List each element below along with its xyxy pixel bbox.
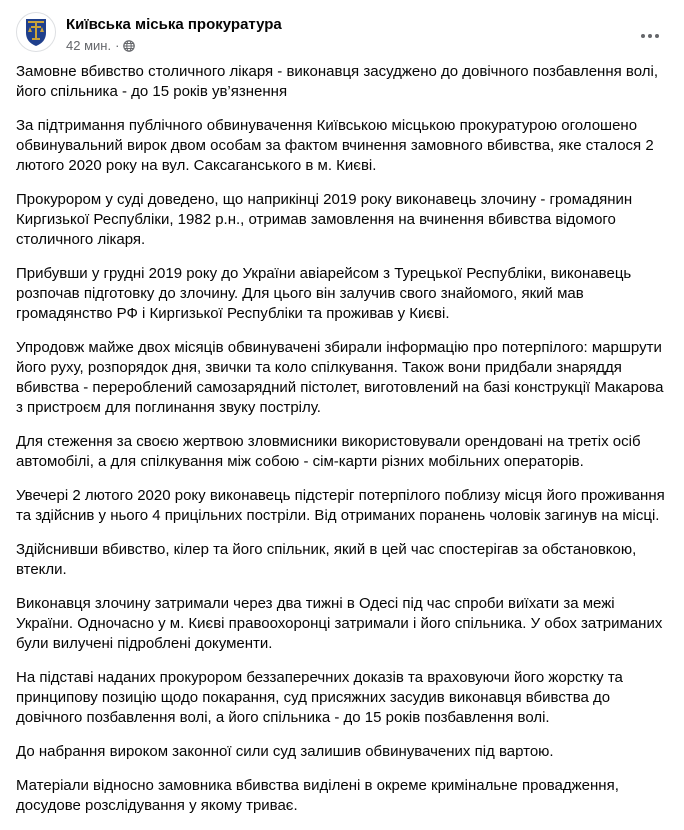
page-name-link[interactable]: Київська міська прокуратура [66, 16, 282, 33]
post-paragraph: На підставі наданих прокурором беззаперечних доказів та враховуючи його жорстку та принципову позицію щодо покарання, суд присяжних засудив виконавця вбивства до довічного позбавлення волі, а його спільника - до 15 років позбавлення волі. [16, 669, 623, 726]
post-paragraph: Виконавця злочину затримали через два тижні в Одесі під час спроби виїхати за межі України. Одночасно у м. Києві правоохоронці затримали і його спільника. У обох затриманих були вилучені підроблені документи. [16, 595, 663, 652]
post-paragraph: За підтримання публічного обвинувачення Київською місцькою прокуратурою оголошено обвинувальний вирок двом особам за фактом вчинення замовного вбивства, яке сталося 2 лютого 2020 року на вул. Саксаганського в м. Києві. [16, 117, 654, 174]
post-header [16, 12, 668, 56]
post-paragraph: Упродовж майже двох місяців обвинувачені збирали інформацію про потерпілого: маршрути його руху, розпорядок дня, звички та коло спілкування. Також вони придбали знаряддя вбивства - перероблений самозарядний пістолет, виготовлений на базі конструкції Макарова з пристроєм для поглинання звуку пострілу. [16, 339, 664, 416]
post-text [16, 62, 668, 830]
post-meta [66, 38, 135, 53]
globe-icon [123, 40, 135, 52]
post-timestamp[interactable]: 42 мин. [66, 38, 112, 53]
post-paragraph: Для стеження за своєю жертвою зловмисники використовували орендовані на третіх осіб автомобілі, а для спілкування між собою - сім-карти різних мобільних операторів. [16, 433, 641, 470]
meta-separator: · [115, 38, 120, 53]
post-paragraph: Прокурором у суді доведено, що наприкінці 2019 року виконавець злочину - громадянин Киргизької Республіки, 1982 р.н., отримав замовлення на вчинення вбивства відомого столичного лікаря. [16, 191, 633, 248]
post-paragraph: Здійснивши вбивство, кілер та його спільник, який в цей час спостерігав за обстановкою, втекли. [16, 541, 637, 578]
post-paragraph: До набрання вироком законної сили суд залишив обвинувачених під вартою. [16, 743, 554, 760]
post-paragraph-headline: Замовне вбивство столичного лікаря - виконавця засуджено до довічного позбавлення волі, його спільника - до 15 років ув’язнення [16, 63, 658, 100]
post-paragraph: Матеріали відносно замовника вбивства виділені в окреме кримінальне провадження, досудове розслідування у якому триває. [16, 777, 619, 814]
prosecutor-emblem-icon [23, 17, 49, 47]
post-menu-button[interactable] [632, 18, 668, 54]
avatar[interactable] [16, 12, 56, 52]
post-paragraph: Прибувши у грудні 2019 року до України авіарейсом з Турецької Республіки, виконавець розпочав підготовку до злочину. Для цього він залучив свого знайомого, який мав громадянство РФ і Киргизької Республіки та проживав у Києві. [16, 265, 632, 322]
post-paragraph: Увечері 2 лютого 2020 року виконавець підстеріг потерпілого поблизу місця його проживання та здійснив у нього 4 прицільних постріли. Від отриманих поранень чоловік загинув на місці. [16, 487, 665, 524]
more-horizontal-icon [640, 33, 660, 39]
